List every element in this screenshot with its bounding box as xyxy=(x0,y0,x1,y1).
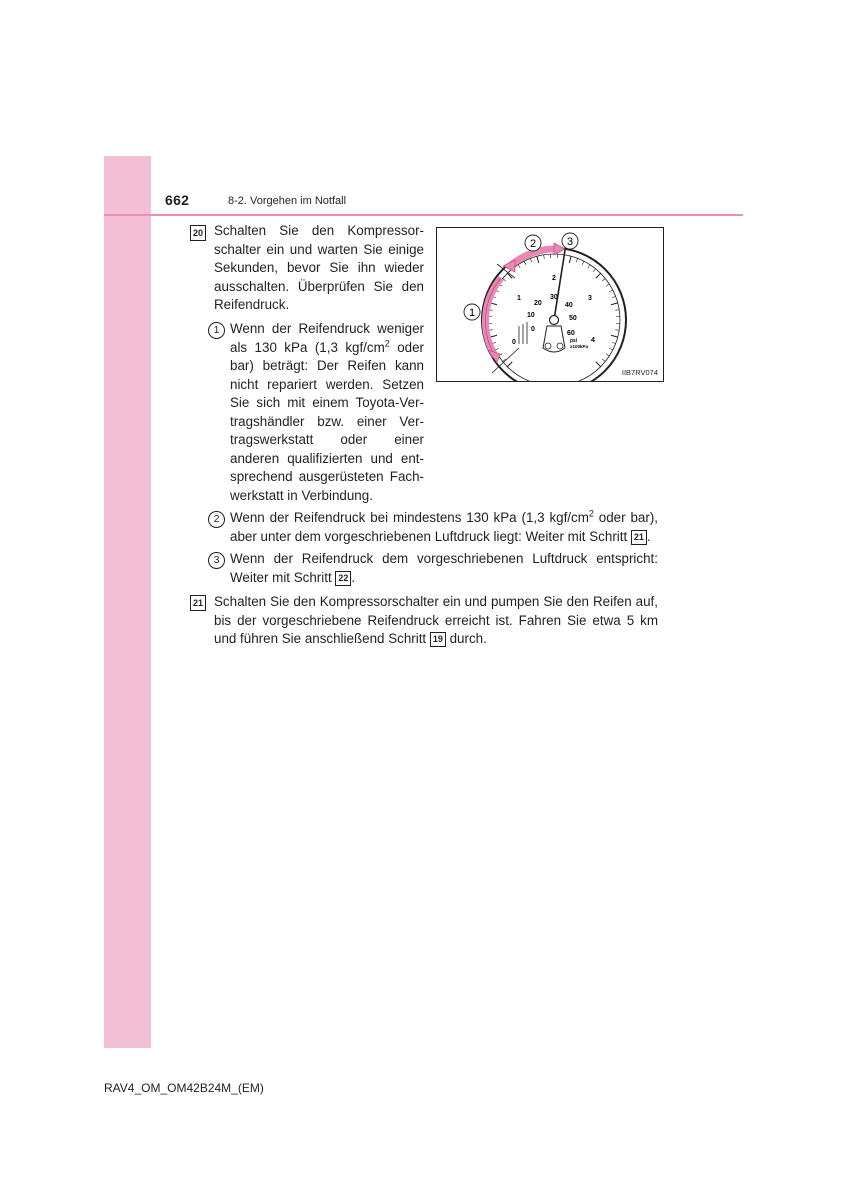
text-line: Schalten Sie den Kompressorschalter ein und pumpen Sie den Reifen auf, xyxy=(214,594,658,609)
section-title: 8-2. Vorgehen im Notfall xyxy=(228,195,347,207)
text-line: Wenn der Reifendruck weniger xyxy=(230,321,424,336)
text-line: nicht repariert werden. Setzen xyxy=(230,376,424,392)
unit-kpa: x100kPa xyxy=(570,344,589,349)
text-line: als 130 kPa (1,3 kgf/$cm^2$ oder xyxy=(230,338,424,355)
inner-label: 60 xyxy=(567,330,575,337)
outer-label: 4 xyxy=(591,337,595,344)
figure-code: IIB7RV074 xyxy=(621,368,658,377)
callout-label: 3 xyxy=(566,236,574,248)
text-line: Sekunden, bevor Sie ihn wieder xyxy=(214,260,424,275)
inner-label: 30 xyxy=(550,294,558,301)
outer-label: 1 xyxy=(517,295,521,302)
case-1-text xyxy=(230,320,424,505)
case-2-text xyxy=(230,509,658,546)
gauge-illustration xyxy=(437,228,663,381)
text-line: und führen Sie anschließend Schritt 19 durch. xyxy=(214,631,487,646)
text-line: ausschalten. Überprüfen Sie den xyxy=(214,278,424,294)
pressure-gauge-figure xyxy=(436,227,664,382)
header-rule xyxy=(104,214,743,216)
step-21-text xyxy=(214,593,658,649)
inner-label: 10 xyxy=(527,312,535,319)
step-20-marker: 20 xyxy=(190,225,206,241)
text-line: tragshändler bzw. einer Ver- xyxy=(230,413,424,429)
side-tab xyxy=(104,156,151,1048)
case-3-marker: 3 xyxy=(208,552,225,569)
text-line: bar) beträgt: Der Reifen kann xyxy=(230,358,424,373)
outer-label: 0 xyxy=(512,339,516,346)
inner-label: 20 xyxy=(534,300,542,307)
text-line: schalter ein und warten Sie einige xyxy=(214,241,424,257)
step-21-marker: 21 xyxy=(190,595,206,611)
text-line: werkstatt in Verbindung. xyxy=(230,487,373,503)
case-2-marker: 2 xyxy=(208,511,225,528)
text-line: anderen qualifizierten und ent- xyxy=(230,450,424,466)
case-3-text xyxy=(230,550,658,587)
text-line: sprechend ausgerüsteten Fach- xyxy=(230,469,424,484)
case-1-marker: 1 xyxy=(208,322,225,339)
text-line: Schalten Sie den Kompressor- xyxy=(214,223,424,238)
outer-label: 3 xyxy=(588,295,592,302)
step-20-text xyxy=(214,222,424,315)
step-ref: 21 xyxy=(631,530,647,545)
step-ref: 22 xyxy=(335,571,351,586)
unit-psi: psi xyxy=(570,338,578,344)
text-line: bis der vorgeschriebene Reifendruck erreicht ist. Fahren Sie etwa 5 km xyxy=(214,612,658,628)
inner-label: 50 xyxy=(569,315,577,322)
text-line: Reifendruck. xyxy=(214,297,290,312)
inner-label: 0 xyxy=(531,326,535,333)
page-number: 662 xyxy=(165,192,190,208)
text-line: Sie sich mit einem Toyota-Ver- xyxy=(230,395,424,410)
inner-label: 40 xyxy=(565,302,573,309)
text-line: Weiter mit Schritt 22 . xyxy=(230,569,356,585)
text-line: tragswerkstatt oder einer xyxy=(230,432,424,447)
text-line: aber unter dem vorgeschriebenen Luftdruck liegt: Weiter mit Schritt 21 . xyxy=(230,528,651,544)
text-line: Wenn der Reifendruck dem vorgeschriebenen Luftdruck entspricht: xyxy=(230,551,658,566)
callout-label: 1 xyxy=(468,307,476,319)
text-line: Wenn der Reifendruck bei mindestens 130 kPa (1,3 kgf/$cm^2$ oder bar), xyxy=(230,508,659,525)
outer-label: 2 xyxy=(552,275,556,282)
callout-label: 2 xyxy=(529,238,537,250)
step-ref: 19 xyxy=(430,632,446,647)
needle-hub xyxy=(550,316,559,325)
footer-document-code: RAV4_OM_OM42B24M_(EM) xyxy=(104,1081,264,1095)
